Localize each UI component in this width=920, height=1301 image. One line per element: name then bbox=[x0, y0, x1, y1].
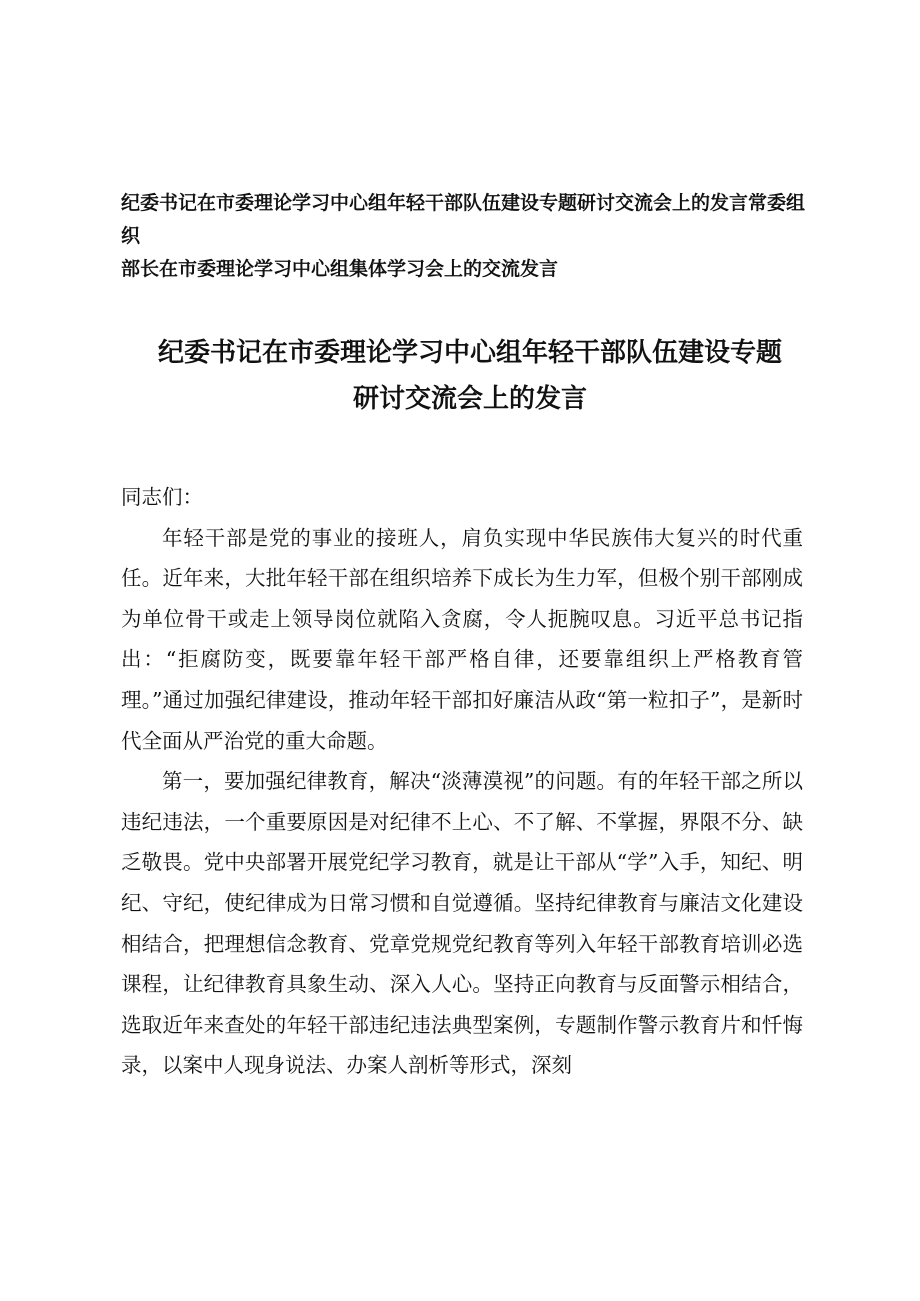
document-title-line-2: 研讨交流会上的发言 bbox=[352, 384, 587, 414]
document-body bbox=[121, 477, 803, 1086]
salutation: 同志们： bbox=[121, 485, 203, 509]
document-header-line-1: 纪委书记在市委理论学习中心组年轻干部队伍建设专题研讨交流会上的发言常委组织 bbox=[121, 192, 806, 247]
document-title-line-1: 纪委书记在市委理论学习中心组年轻干部队伍建设专题 bbox=[157, 338, 782, 368]
body-paragraph-1: 年轻干部是党的事业的接班人，肩负实现中华民族伟大复兴的时代重任。近年来，大批年轻干部在组织培养下成长为生力军，但极个别干部刚成为单位骨干或走上领导岗位就陷入贪腐，令人扼腕叹息。习近平总书记指出：“拒腐防变，既要靠年轻干部严格自律，还要靠组织上严格教育管理。”通过加强纪律建设，推动年轻干部扣好廉洁从政“第一粒扣子”，是新时代全面从严治党的重大命题。 bbox=[121, 525, 803, 753]
document-title bbox=[120, 330, 820, 422]
document-header bbox=[121, 187, 821, 286]
body-paragraph-2: 第一，要加强纪律教育，解决“淡薄漠视”的问题。有的年轻干部之所以违纪违法，一个重要原因是对纪律不上心、不了解、不掌握，界限不分、缺乏敬畏。党中央部署开展党纪学习教育，就是让干部从“学”入手，知纪、明纪、守纪，使纪律成为日常习惯和自觉遵循。坚持纪律教育与廉洁文化建设相结合，把理想信念教育、党章党规党纪教育等列入年轻干部教育培训必选课程，让纪律教育具象生动、深入人心。坚持正向教育与反面警示相结合，选取近年来查处的年轻干部违纪违法典型案例，专题制作警示教育片和忏悔录，以案中人现身说法、办案人剖析等形式，深刻 bbox=[121, 769, 803, 1078]
document-header-line-2: 部长在市委理论学习中心组集体学习会上的交流发言 bbox=[121, 258, 559, 280]
